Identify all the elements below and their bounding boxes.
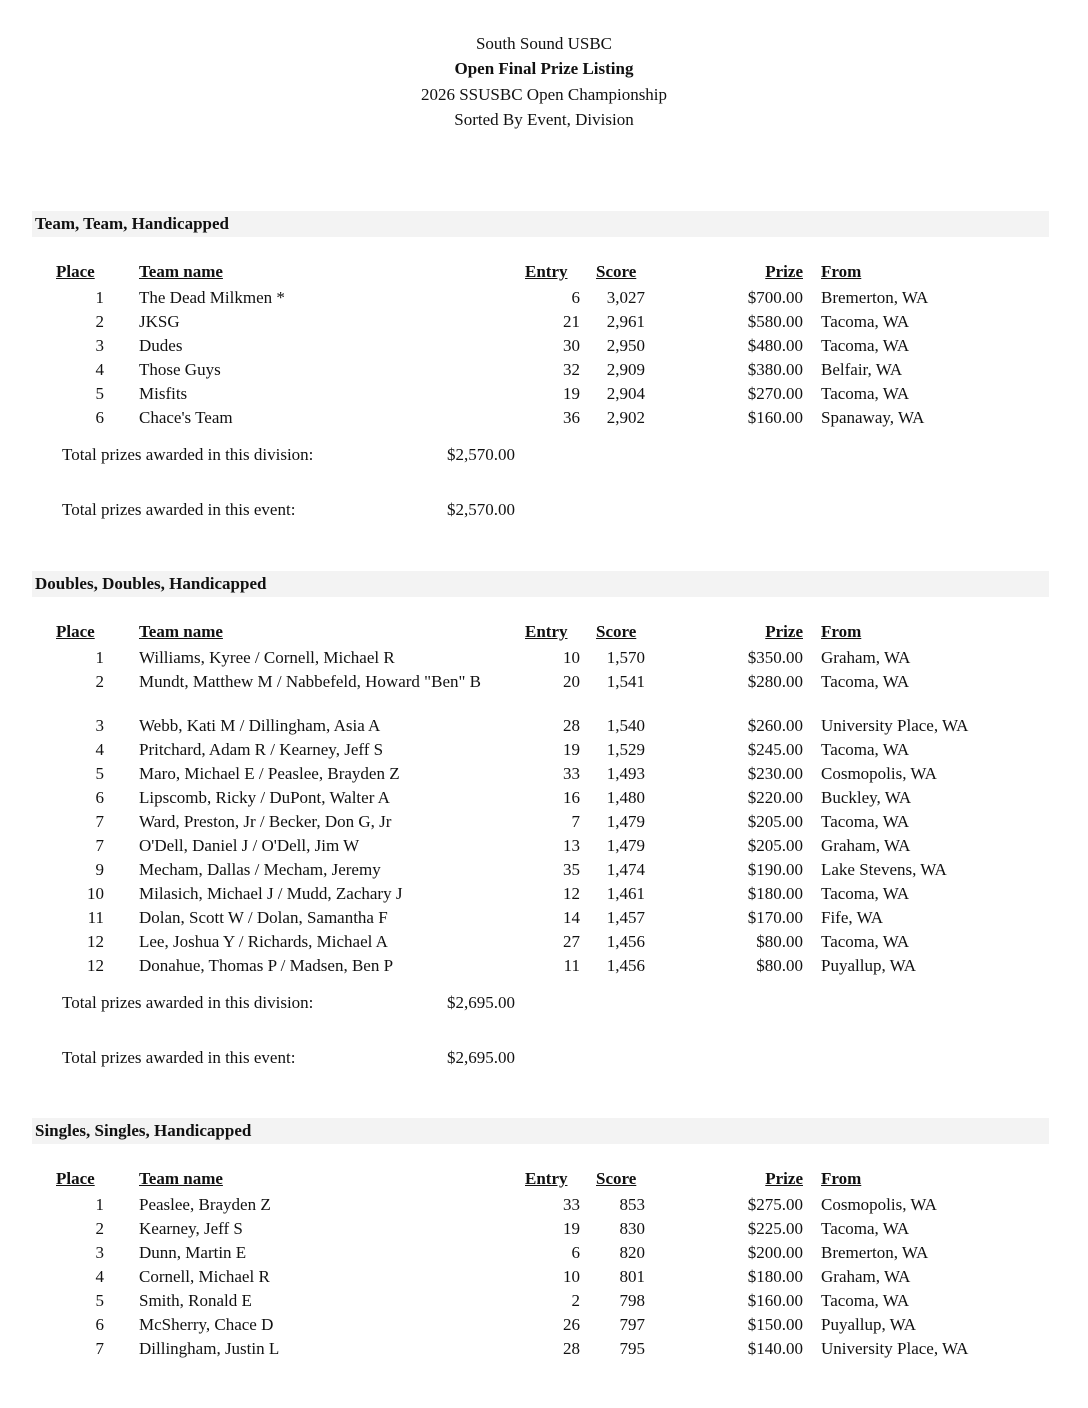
place-cell: 7 [95, 812, 104, 831]
place-cell: 4 [95, 360, 104, 379]
from-cell: Fife, WA [821, 908, 884, 927]
entry-cell: 6 [571, 1243, 580, 1262]
table-row [0, 762, 1088, 786]
entry-cell: 11 [563, 956, 580, 975]
table-header-row [0, 1167, 1088, 1191]
from-cell: Cosmopolis, WA [821, 764, 937, 783]
prize-cell: $160.00 [747, 408, 803, 427]
score-cell: 830 [619, 1219, 645, 1238]
team-name-cell: Williams, Kyree / Cornell, Michael R [139, 648, 395, 667]
from-cell: Buckley, WA [821, 788, 912, 807]
entry-cell: 10 [563, 1267, 580, 1286]
team-name-cell: Maro, Michael E / Peaslee, Brayden Z [139, 764, 400, 783]
team-name-cell: Chace's Team [139, 408, 233, 427]
from-cell: Tacoma, WA [821, 1219, 910, 1238]
place-cell: 1 [95, 1195, 104, 1214]
from-header: From [821, 1169, 862, 1188]
from-cell: Belfair, WA [821, 360, 903, 379]
score-cell: 1,456 [606, 932, 645, 951]
score-cell: 2,909 [606, 360, 645, 379]
team-name-cell: Dillingham, Justin L [139, 1339, 280, 1358]
place-cell: 12 [87, 956, 104, 975]
prize-cell: $580.00 [747, 312, 803, 331]
section-title: Team, Team, Handicapped [32, 211, 1049, 237]
score-cell: 1,479 [606, 812, 645, 831]
entry-cell: 14 [563, 908, 580, 927]
place-cell: 6 [95, 1315, 104, 1334]
team-name-cell: Misfits [139, 384, 188, 403]
team-name-header: Team name [139, 262, 223, 281]
from-header: From [821, 622, 862, 641]
table-row [0, 906, 1088, 930]
table-row [0, 1241, 1088, 1265]
entry-cell: 7 [571, 812, 580, 831]
from-cell: Tacoma, WA [821, 336, 910, 355]
table-row [0, 834, 1088, 858]
table-row [0, 646, 1088, 670]
table-row [0, 882, 1088, 906]
place-cell: 5 [95, 384, 104, 403]
team-name-cell: Lee, Joshua Y / Richards, Michael A [139, 932, 388, 951]
score-header: Score [596, 622, 637, 641]
table-header-row [0, 260, 1088, 284]
place-cell: 4 [95, 740, 104, 759]
entry-cell: 27 [563, 932, 580, 951]
entry-cell: 12 [563, 884, 580, 903]
division-total-row [0, 991, 1088, 1015]
score-cell: 797 [619, 1315, 645, 1334]
entry-cell: 10 [563, 648, 580, 667]
table-row [0, 930, 1088, 954]
tournament-name: 2026 SSUSBC Open Championship [420, 85, 668, 104]
division-total-row [0, 443, 1088, 467]
prize-cell: $220.00 [747, 788, 803, 807]
entry-cell: 32 [563, 360, 580, 379]
prize-header: Prize [765, 1169, 803, 1188]
entry-cell: 19 [563, 1219, 580, 1238]
table-row [0, 954, 1088, 978]
table-row [0, 1193, 1088, 1217]
score-cell: 795 [619, 1339, 645, 1358]
event-total-label: Total prizes awarded in this event: [62, 1048, 296, 1067]
entry-cell: 33 [563, 764, 580, 783]
score-cell: 1,529 [606, 740, 645, 759]
score-cell: 2,950 [606, 336, 645, 355]
score-cell: 1,456 [606, 956, 645, 975]
prize-cell: $190.00 [747, 860, 803, 879]
table-row [0, 858, 1088, 882]
place-cell: 3 [95, 336, 104, 355]
from-cell: Tacoma, WA [821, 740, 910, 759]
team-name-cell: McSherry, Chace D [139, 1315, 274, 1334]
score-cell: 798 [619, 1291, 645, 1310]
entry-cell: 13 [563, 836, 580, 855]
event-total-label: Total prizes awarded in this event: [62, 500, 296, 519]
from-cell: Lake Stevens, WA [821, 860, 947, 879]
table-row [0, 286, 1088, 310]
team-name-cell: Lipscomb, Ricky / DuPont, Walter A [139, 788, 390, 807]
from-cell: Tacoma, WA [821, 384, 910, 403]
place-cell: 5 [95, 1291, 104, 1310]
table-row [0, 1265, 1088, 1289]
prize-cell: $380.00 [747, 360, 803, 379]
team-name-header: Team name [139, 622, 223, 641]
score-cell: 2,904 [606, 384, 645, 403]
prize-cell: $205.00 [747, 812, 803, 831]
from-cell: Tacoma, WA [821, 1291, 910, 1310]
place-cell: 1 [95, 648, 104, 667]
score-cell: 2,961 [606, 312, 645, 331]
sort-description: Sorted By Event, Division [454, 110, 634, 129]
section-title: Singles, Singles, Handicapped [32, 1118, 1049, 1144]
table-row [0, 334, 1088, 358]
score-cell: 1,479 [606, 836, 645, 855]
from-cell: Tacoma, WA [821, 812, 910, 831]
score-cell: 820 [619, 1243, 645, 1262]
prize-cell: $245.00 [747, 740, 803, 759]
team-name-cell: Mundt, Matthew M / Nabbefeld, Howard "Ben" B [139, 672, 482, 691]
entry-cell: 21 [563, 312, 580, 331]
org-name: South Sound USBC [475, 34, 613, 53]
event-total-row [0, 1046, 1088, 1070]
from-cell: Puyallup, WA [821, 956, 917, 975]
from-cell: University Place, WA [821, 1339, 969, 1358]
prize-header: Prize [765, 262, 803, 281]
score-cell: 2,902 [606, 408, 645, 427]
from-cell: Tacoma, WA [821, 884, 910, 903]
prize-cell: $80.00 [756, 932, 803, 951]
team-name-cell: O'Dell, Daniel J / O'Dell, Jim W [139, 836, 360, 855]
entry-cell: 28 [563, 1339, 580, 1358]
table-row [0, 1217, 1088, 1241]
table-row [0, 406, 1088, 430]
from-cell: Puyallup, WA [821, 1315, 917, 1334]
event-total-value: $2,570.00 [447, 500, 515, 519]
place-cell: 1 [95, 288, 104, 307]
entry-cell: 16 [563, 788, 580, 807]
from-header: From [821, 262, 862, 281]
place-cell: 5 [95, 764, 104, 783]
score-header: Score [596, 262, 637, 281]
table-row [0, 1289, 1088, 1313]
prize-cell: $275.00 [747, 1195, 803, 1214]
score-cell: 1,493 [606, 764, 645, 783]
division-total-label: Total prizes awarded in this division: [62, 993, 314, 1012]
table-row [0, 714, 1088, 738]
entry-cell: 30 [563, 336, 580, 355]
place-cell: 2 [95, 1219, 104, 1238]
entry-cell: 35 [563, 860, 580, 879]
place-cell: 6 [95, 788, 104, 807]
team-name-cell: Milasich, Michael J / Mudd, Zachary J [139, 884, 403, 903]
division-total-label: Total prizes awarded in this division: [62, 445, 314, 464]
prize-cell: $205.00 [747, 836, 803, 855]
from-cell: Spanaway, WA [821, 408, 925, 427]
table-row [0, 786, 1088, 810]
score-cell: 3,027 [606, 288, 645, 307]
table-row [0, 810, 1088, 834]
event-total-value: $2,695.00 [447, 1048, 515, 1067]
team-name-cell: Mecham, Dallas / Mecham, Jeremy [139, 860, 381, 879]
entry-header: Entry [525, 262, 568, 281]
team-name-cell: The Dead Milkmen * [139, 288, 285, 307]
place-header: Place [56, 262, 95, 281]
event-total-row [0, 498, 1088, 522]
team-name-cell: JKSG [139, 312, 180, 331]
entry-cell: 28 [563, 716, 580, 735]
table-row [0, 1313, 1088, 1337]
prize-cell: $700.00 [747, 288, 803, 307]
place-cell: 7 [95, 836, 104, 855]
from-cell: Bremerton, WA [821, 1243, 929, 1262]
table-row [0, 382, 1088, 406]
team-name-cell: Smith, Ronald E [139, 1291, 252, 1310]
prize-cell: $260.00 [747, 716, 803, 735]
entry-cell: 2 [571, 1291, 580, 1310]
prize-cell: $225.00 [747, 1219, 803, 1238]
prize-cell: $160.00 [747, 1291, 803, 1310]
prize-cell: $140.00 [747, 1339, 803, 1358]
from-cell: Bremerton, WA [821, 288, 929, 307]
place-cell: 3 [95, 716, 104, 735]
table-row [0, 1337, 1088, 1361]
entry-cell: 36 [563, 408, 580, 427]
score-cell: 1,541 [606, 672, 645, 691]
from-cell: Tacoma, WA [821, 672, 910, 691]
prize-cell: $480.00 [747, 336, 803, 355]
place-cell: 3 [95, 1243, 104, 1262]
place-cell: 10 [87, 884, 104, 903]
table-row [0, 358, 1088, 382]
from-cell: Graham, WA [821, 836, 911, 855]
entry-cell: 19 [563, 384, 580, 403]
prize-cell: $180.00 [747, 884, 803, 903]
score-cell: 1,480 [606, 788, 645, 807]
score-cell: 801 [619, 1267, 645, 1286]
prize-cell: $150.00 [747, 1315, 803, 1334]
prize-cell: $280.00 [747, 672, 803, 691]
score-cell: 1,474 [606, 860, 645, 879]
score-cell: 1,540 [606, 716, 645, 735]
score-cell: 1,461 [606, 884, 645, 903]
prize-header: Prize [765, 622, 803, 641]
place-cell: 2 [95, 312, 104, 331]
prize-cell: $350.00 [747, 648, 803, 667]
from-cell: Tacoma, WA [821, 932, 910, 951]
team-name-cell: Dolan, Scott W / Dolan, Samantha F [139, 908, 388, 927]
score-cell: 853 [619, 1195, 645, 1214]
score-cell: 1,570 [606, 648, 645, 667]
place-cell: 12 [87, 932, 104, 951]
entry-cell: 26 [563, 1315, 580, 1334]
table-row [0, 670, 1088, 694]
team-name-cell: Pritchard, Adam R / Kearney, Jeff S [139, 740, 384, 759]
from-cell: Graham, WA [821, 1267, 911, 1286]
team-name-header: Team name [139, 1169, 223, 1188]
place-cell: 6 [95, 408, 104, 427]
team-name-cell: Dunn, Martin E [139, 1243, 247, 1262]
division-total-value: $2,695.00 [447, 993, 515, 1012]
entry-cell: 33 [563, 1195, 580, 1214]
prize-cell: $180.00 [747, 1267, 803, 1286]
team-name-cell: Those Guys [139, 360, 221, 379]
from-cell: University Place, WA [821, 716, 969, 735]
place-header: Place [56, 622, 95, 641]
place-cell: 9 [95, 860, 104, 879]
entry-cell: 6 [571, 288, 580, 307]
table-row [0, 310, 1088, 334]
team-name-cell: Cornell, Michael R [139, 1267, 270, 1286]
team-name-cell: Dudes [139, 336, 183, 355]
entry-header: Entry [525, 622, 568, 641]
prize-cell: $230.00 [747, 764, 803, 783]
division-total-value: $2,570.00 [447, 445, 515, 464]
entry-cell: 20 [563, 672, 580, 691]
from-cell: Cosmopolis, WA [821, 1195, 937, 1214]
team-name-cell: Donahue, Thomas P / Madsen, Ben P [139, 956, 394, 975]
team-name-cell: Ward, Preston, Jr / Becker, Don G, Jr [139, 812, 392, 831]
entry-cell: 19 [563, 740, 580, 759]
place-header: Place [56, 1169, 95, 1188]
score-cell: 1,457 [606, 908, 645, 927]
place-cell: 4 [95, 1267, 104, 1286]
team-name-cell: Kearney, Jeff S [139, 1219, 243, 1238]
score-header: Score [596, 1169, 637, 1188]
team-name-cell: Webb, Kati M / Dillingham, Asia A [139, 716, 381, 735]
prize-cell: $270.00 [747, 384, 803, 403]
prize-cell: $200.00 [747, 1243, 803, 1262]
section-title: Doubles, Doubles, Handicapped [32, 571, 1049, 597]
team-name-cell: Peaslee, Brayden Z [139, 1195, 271, 1214]
table-header-row [0, 620, 1088, 644]
prize-cell: $170.00 [747, 908, 803, 927]
place-cell: 2 [95, 672, 104, 691]
entry-header: Entry [525, 1169, 568, 1188]
from-cell: Tacoma, WA [821, 312, 910, 331]
place-cell: 7 [95, 1339, 104, 1358]
prize-cell: $80.00 [756, 956, 803, 975]
table-row [0, 738, 1088, 762]
from-cell: Graham, WA [821, 648, 911, 667]
report-title: Open Final Prize Listing [454, 59, 634, 78]
place-cell: 11 [87, 908, 104, 927]
